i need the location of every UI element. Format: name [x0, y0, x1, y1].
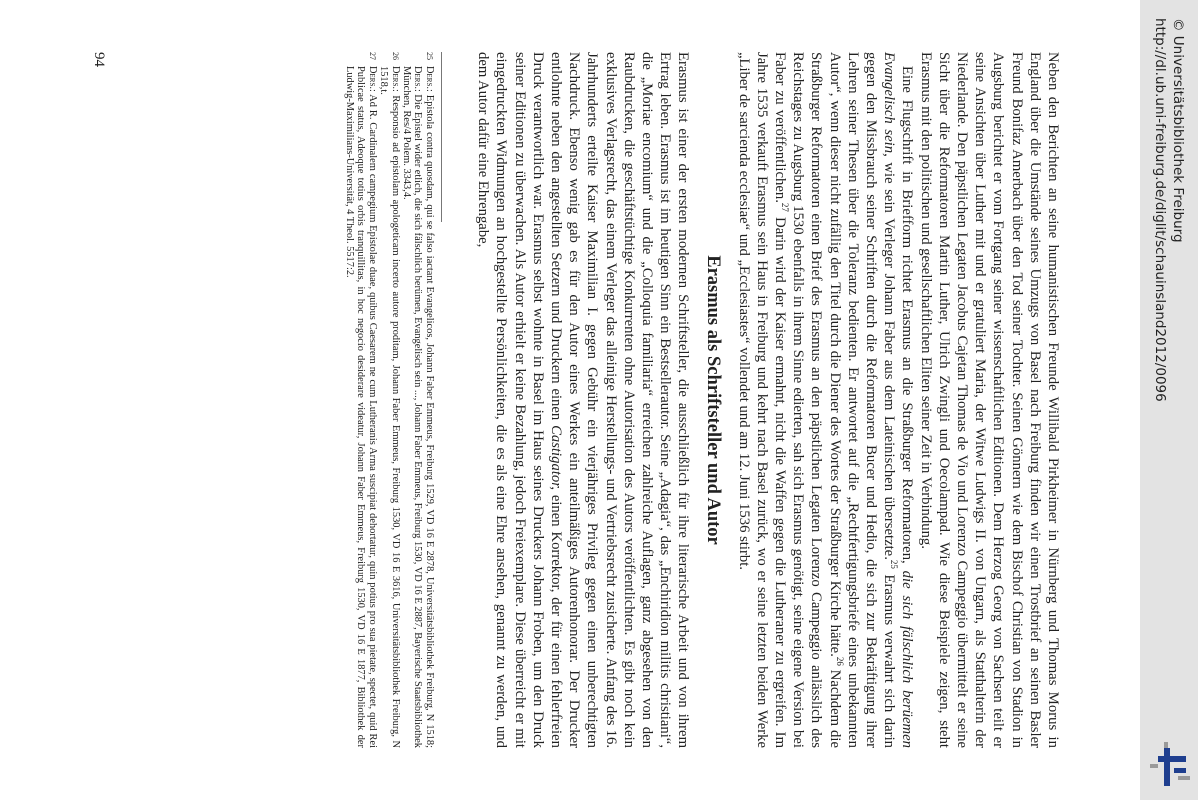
logo-bar-gray-right — [1178, 776, 1190, 780]
logo-bar-blue-main — [1158, 756, 1186, 762]
footnote-text: Ad R. Cardinalem campegium Epistolae duae, quibus Caesarem ne cum Lutheranis Arma suscipiat dehortatur, quin potius pro sua pietate, spectet, quid Rei Publicae status, Adeoque totius orbis tranquillitas, in hoc negocio desiderare videatur, Johann Faber Emmeus, Freiburg 1530, VD 16 E 1877, Bibliothek der Ludwig-Maximilians-Universität, 4 Theol. 5517:2. — [344, 66, 378, 748]
footnote-number: 26 — [390, 52, 400, 60]
footnote-author: Ders.: — [366, 66, 378, 92]
footnote-text: Epistola contra quosdam, qui se falso iactant Evangelicos, Johann Faber Emmeus, Freiburg 1529, VD 16 E 2878, Universitätsbibliothek Freiburg, N 1518; — [423, 91, 435, 748]
page-body — [91, 52, 1062, 749]
paragraph-2-text-e: Nachdem die Straßburger Reformatoren einen Brief des Erasmus an den päpstlichen Legaten Lorenzo Campeggio anlässlich des Reichstages zu Augsburg 1530 ebenfalls in ihrem Sinne edierten, sah sich Erasmus genötigt, seine eigene Version bei Faber zu veröffentlichen. — [771, 52, 843, 748]
footnote-ref-26: 26 — [834, 656, 845, 666]
paragraph-1: Neben den Berichten an seine humanistischen Freunde Willibald Pirkheimer in Nürnberg und Thomas Morus in England über die Umstände seines Umzugs von Basel nach Freiburg finden wir einen Trostbrief an seinen Basler Freund Bonifaz Amerbach über den Tod seiner Tochter. Seinen Gönnern wie dem Bischof Christian von Stadion in Augsburg berichtet er vom Fortgang seiner wissenschaftlichen Editionen. Dem Herzog Georg von Sachsen teilt er seine Ansichten über Luther mit und er gratuliert Maria, der Witwe Ludwigs II. von Ungarn, als Statthalterin der Niederlande. Den päpstlichen Legaten Jacobus Cajetan Thomas de Vio und Lorenzo Campeggio übermittelt er seine Sicht über die Reformatoren Martin Luther, Ulrich Zwingli und Oecolampad. Wie diese Beispiele zeigen, steht Erasmus mit den politischen und gesellschaftlichen Eliten seiner Zeit in Verbindung. — [917, 52, 1061, 748]
paragraph-3-text-c: einen Korrektor, der für einen fehlerfreien Druck verantwortlich war. Erasmus selbst wohnte in Basel im Haus seines Druckers Johann Froben, um den Druck seiner Editionen zu überwachen. Als Autor erhielt er keine Bezahlung, jedoch Freiexemplare. Diese überreicht er mit eingedruckten Widmungen an hochgestellte Persönlichkeiten, die es als eine Ehre ansehen, genannt zu werden, und dem Autor dafür eine Ehrengabe, — [475, 52, 564, 748]
footnote-number: 25 — [424, 52, 434, 60]
footnote-author: Ders.: — [389, 66, 401, 92]
paragraph-2-text-c: wie sein Verleger Johann Faber aus dem Lateinischen übersetzte. — [881, 156, 898, 560]
footnote-divider — [441, 52, 442, 222]
paragraph-3 — [474, 52, 692, 748]
logo-bar-gray-left — [1150, 764, 1158, 768]
footnote-ref-27: 27 — [779, 202, 790, 212]
paragraph-2-text-a: Eine Flugschrift in Briefform richtet Erasmus an die Straßburger Reformatoren, — [899, 66, 916, 571]
footnote-25 — [401, 52, 435, 748]
page-number: 94 — [91, 52, 107, 67]
footnote-number: 27 — [367, 52, 377, 60]
footnote-ref-25: 25 — [889, 559, 900, 569]
footnote-author: Ders.: — [423, 66, 435, 92]
logo-bar-blue-vertical — [1164, 748, 1170, 786]
source-url-link[interactable]: http://dl.ub.uni-freiburg.de/diglit/schauinsland2012/0096 — [1152, 18, 1168, 402]
paragraph-3-text-a: Erasmus ist einer der ersten modernen Schriftsteller, die ausschließlich für ihre literarische Arbeit und von ihrem Ertrag leben. Erasmus ist im heutigen Sinn ein Bestsellerautor. Seine „Adagia“, das „Enchiridion militis christiani“, die „Moriae encomium“ und die „Colloquia familiaria“ erreichen zahlreiche Auflagen, ganz abgesehen von den Raubdrucken, die geschäftstüchtige Konkurrenten ohne Autorisation des Autors veröffentlichten. Es gibt noch kein exklusives Verlagsrecht, das einem Verleger das alleinige Herstellungs- und Vertriebsrecht zusicherte. Anfang des 16. Jahrhunderts erteilte Kaiser Maximilian I. gegen Gebühr ein vierjähriges Privileg gegen einen unberechtigten Nachdruck. Ebenso wenig gab es für den Autor eines Werkes ein anteilmäßiges Autorenhonorar. Der Drucker entlohnte neben den angestellten Setzern und Druckern einen — [547, 52, 692, 748]
footnote-26 — [378, 52, 401, 748]
section-heading: Erasmus als Schriftsteller und Autor — [703, 255, 724, 545]
paragraph-2-italic-title: die sich fälschlich berüemen Evangelisch sein, — [881, 52, 916, 749]
paragraph-2-text-d: Erasmus verwahrt sich darin gegen den Missbrauch seiner Schriften durch die Reformatoren Bucer und Hedio, die sich zur Bekräftigung ihrer Lehren seiner Thesen über die Toleranz bedienten. Er antwortet auf die „Rechtfertigungsbriefe eines unbekannten Autor“, wenn dieser nicht zufällig den Titel durch die Diener des Wortes der Straßburger Kirche hätte. — [826, 52, 898, 748]
university-library-logo — [1148, 742, 1194, 786]
copyright-notice: © Universitätsbibliothek Freiburg — [1170, 18, 1186, 243]
footnote-text: Responsio ad epistolam apologeticam incerto autore proditam, Johann Faber Emmeus, Freiburg 1530, VD 16 E 3616, Universitätsbibliothek Freiburg, N 1518,t. — [378, 66, 401, 748]
paragraph-2-text-f: Darin wird der Kaiser ermahnt, nicht die Waffen gegen die Lutheraner zu ergreifen. Im Jahre 1535 verkauft Erasmus sein Haus in Freiburg und kehrt nach Basel zurück, wo er seine letzten beiden Werke „Liber de sarcienda ecclesiae“ und „Ecclesiastes“ vollendet und am 12. Juni 1536 stirbt. — [735, 52, 788, 748]
viewer-sidebar — [1140, 0, 1198, 800]
logo-bar-blue-small — [1174, 768, 1186, 773]
paragraph-2 — [734, 52, 916, 748]
paragraph-3-italic-term: Castigator, — [547, 425, 564, 490]
footnote-27 — [344, 52, 378, 748]
footnote-author: Ders.: — [412, 66, 424, 92]
footnote-text: Die Epistel wider etlich, die sich fälschlich berümen, Evangelisch sein ..., Johann Faber Emmeus, Freiburg 1530, VD 16 E 2887, Bayerische Staatsbibliothek München, Res/4 Polem. 3343,4. — [401, 66, 424, 748]
